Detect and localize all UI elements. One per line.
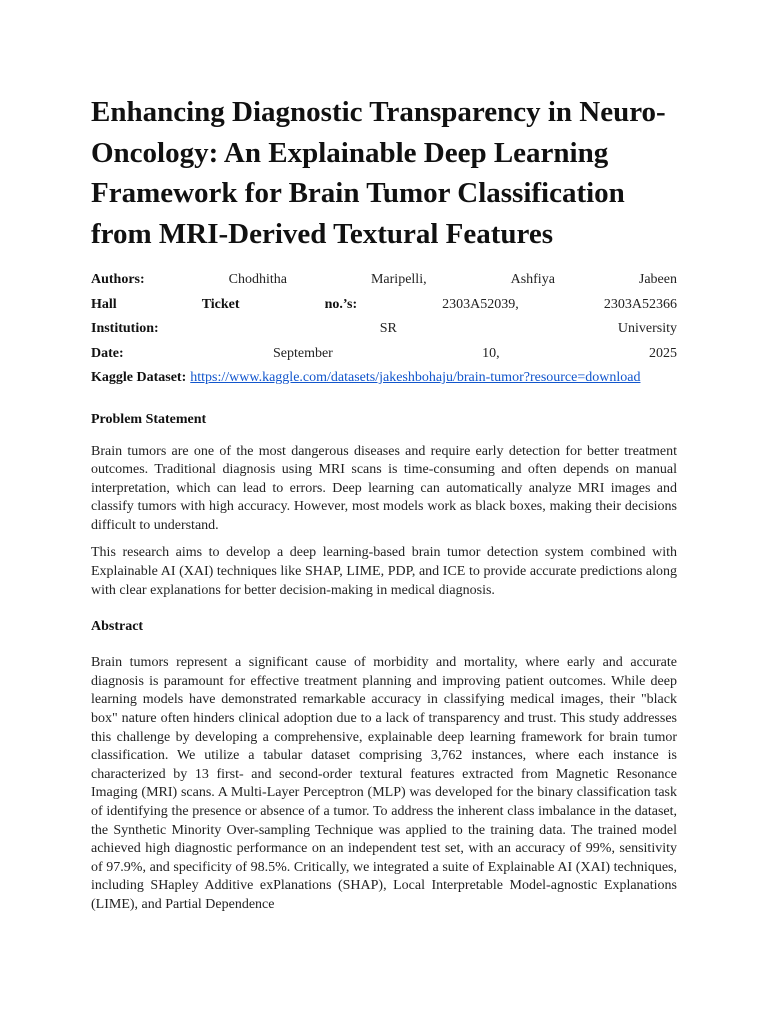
abstract-heading: Abstract bbox=[91, 619, 144, 635]
author-word: Chodhitha bbox=[228, 272, 287, 287]
date-word: September bbox=[272, 345, 333, 361]
page-content bbox=[91, 92, 677, 915]
problem-paragraph: Brain tumors are one of the most dangerous diseases and require early detection for better treatment outcomes. Traditional diagnosis using MRI scans is time-consuming and often depends on manual interpretation, which can lead to errors. Deep learning can automatically analyze MRI images and classify tumors with high accuracy. However, most models work as black boxes, making their decisions difficult to understand. bbox=[91, 443, 677, 533]
dataset-link[interactable]: https://www.kaggle.com/datasets/jakeshbohaju/brain-tumor?resource=download bbox=[190, 370, 641, 385]
authors-label: Authors: bbox=[91, 272, 145, 287]
ticket-number: 2303A52039, bbox=[442, 296, 519, 312]
ticket-label-word: no.’s: bbox=[324, 296, 358, 312]
problem-statement-heading: Problem Statement bbox=[91, 411, 207, 427]
author-word: Jabeen bbox=[638, 272, 677, 287]
metadata-block bbox=[91, 268, 677, 391]
date-word: 10, bbox=[482, 345, 500, 361]
ticket-row bbox=[91, 293, 677, 318]
paper-title: Enhancing Diagnostic Transparency in Neuro-Oncology: An Explainable Deep Learning Framework for Brain Tumor Classification from MRI-Derived Textural Features bbox=[91, 96, 666, 250]
ticket-number: 2303A52366 bbox=[603, 296, 677, 312]
ticket-label-word: Ticket bbox=[201, 296, 240, 312]
dataset-row bbox=[91, 366, 677, 391]
abstract-paragraph: Brain tumors represent a significant cause of morbidity and mortality, where early and accurate diagnosis is paramount for effective treatment planning and improving patient outcomes. While deep learning models have demonstrated remarkable accuracy in classifying medical images, their "black box" nature often hinders clinical adoption due to a lack of transparency and trust. This study addresses this challenge by developing a comprehensive, explainable deep learning framework for brain tumor classification. We utilize a tabular dataset comprising 3,762 instances, where each instance is characterized by 13 first- and second-order textural features extracted from Magnetic Resonance Imaging (MRI) scans. A Multi-Layer Perceptron (MLP) was developed for the binary classification task of identifying the presence or absence of a tumor. To address the inherent class imbalance in the dataset, the Synthetic Minority Over-sampling Technique was applied to the training data. The trained model achieved high diagnostic performance on an independent test set, with an accuracy of 99%, sensitivity of 97.9%, and specificity of 98.5%. Critically, we integrated a suite of Explainable AI (XAI) techniques, including SHapley Additive exPlanations (SHAP), Local Interpretable Model-agnostic Explanations (LIME), and Partial Dependence bbox=[91, 655, 677, 912]
institution-word: SR bbox=[379, 321, 397, 336]
date-word: 2025 bbox=[648, 345, 677, 361]
author-word: Maripelli, bbox=[370, 272, 427, 287]
institution-label: Institution: bbox=[91, 321, 159, 336]
date-row bbox=[91, 342, 677, 367]
authors-row bbox=[91, 268, 677, 293]
author-word: Ashfiya bbox=[510, 272, 555, 287]
date-label: Date: bbox=[91, 345, 124, 361]
institution-row bbox=[91, 317, 677, 342]
ticket-label-word: Hall bbox=[91, 296, 117, 312]
institution-word: University bbox=[617, 321, 677, 336]
dataset-label: Kaggle Dataset: bbox=[91, 370, 187, 385]
research-aim-paragraph: This research aims to develop a deep learning-based brain tumor detection system combined with Explainable AI (XAI) techniques like SHAP, LIME, PDP, and ICE to provide accurate predictions along with clear explanations for better decision-making in medical diagnosis. bbox=[91, 545, 677, 598]
